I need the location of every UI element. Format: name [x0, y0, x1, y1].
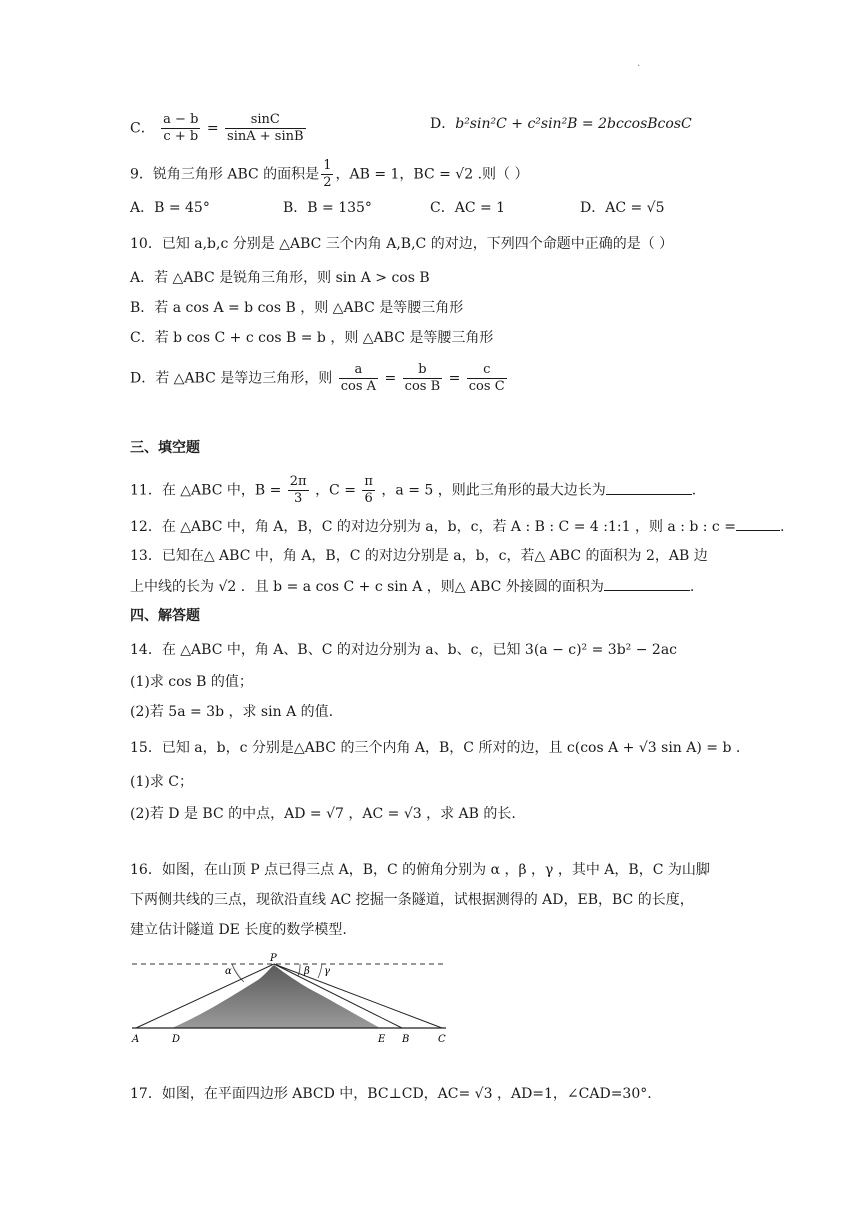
q11: 11．在 △ABC 中，B = $\frac{2\pi}{3}$ ，C = $\frac{\pi}{6}$ ，a = 5 ，则此三角形的最大边长为 .	[130, 474, 697, 506]
q13-answer-blank	[604, 576, 690, 591]
q16-line-2: 下两侧共线的三点，现欲沿直线 AC 挖掘一条隧道，试根据测得的 AD，EB，BC 的长度，	[130, 892, 694, 908]
label-alpha: α	[225, 966, 232, 977]
q8-option-d: D．b²sin²C + c²sin²B = 2bccosBcosC	[430, 116, 692, 132]
q10-d-fraction-b: $\frac{b}{\text{cos B}}$	[404, 362, 441, 394]
q10-stem: 10．已知 a,b,c 分别是 △ABC 三个内角 A,B,C 的对边，下列四个命题中正确的是（ ）	[130, 236, 674, 252]
q9-option-c: C．AC = 1	[430, 200, 506, 216]
q9-stem: 9．锐角三角形 ABC 的面积是 $\frac{1}{2}$ ，AB = 1，BC = √2 .则（ ）	[130, 158, 529, 190]
section-heading-fill-in: 三、填空题	[130, 440, 200, 456]
q16-line-3: 建立估计隧道 DE 长度的数学模型.	[130, 922, 347, 938]
q15-part-1: (1)求 C；	[130, 774, 193, 790]
q8-c-rhs-fraction: $\frac{\sin C}{\sin A + \sin B}$	[227, 112, 304, 144]
mountain-tunnel-figure	[128, 952, 448, 1046]
q8-c-lhs-fraction: $\frac{a - b}{c + b}$	[163, 112, 199, 144]
q11-fraction-c: $\frac{\pi}{6}$	[364, 474, 373, 506]
label-beta: β	[304, 966, 310, 977]
q9-fraction: $\frac{1}{2}$	[323, 158, 332, 190]
q9-option-a: A．B = 45°	[130, 200, 210, 216]
label-p: P	[270, 953, 277, 964]
q15-part-2: (2)若 D 是 BC 的中点，AD = √7 ，AC = √3 ，求 AB 的长.	[130, 806, 516, 822]
q8-option-c: C． $\frac{a - b}{c + b}$ = $\frac{\sin C}{\sin A + \sin B}$	[130, 112, 304, 144]
label-gamma: γ	[324, 966, 330, 977]
q15-stem: 15．已知 a，b，c 分别是△ABC 的三个内角 A，B，C 所对的边，且 c(cos A + √3 sin A) = b .	[130, 740, 741, 756]
label-a: A	[132, 1034, 140, 1045]
q16-line-1: 16．如图，在山顶 P 点已得三点 A，B，C 的俯角分别为 α ，β ，γ ，其中 A，B，C 为山脚	[130, 862, 710, 878]
q10-option-c: C．若 b cos C + c cos B = b ，则 △ABC 是等腰三角形	[130, 330, 494, 346]
angle-gamma-arc	[318, 964, 322, 978]
q14-stem: 14．在 △ABC 中，角 A、B、C 的对边分别为 a、b、c，已知 3(a − c)² = 3b² − 2ac	[130, 642, 678, 658]
q10-d-fraction-a: $\frac{a}{\text{cos A}}$	[340, 362, 377, 394]
q9-option-b: B．B = 135°	[283, 200, 372, 216]
q12-answer-blank	[736, 516, 780, 531]
q14-part-2: (2)若 5a = 3b ，求 sin A 的值.	[130, 704, 334, 720]
label-e: E	[378, 1034, 386, 1045]
q17: 17．如图，在平面四边形 ABCD 中，BC⊥CD，AC= √3 ，AD=1，∠CAD=30°.	[130, 1086, 652, 1102]
angle-alpha-arc	[232, 964, 244, 982]
q10-option-b: B．若 a cos A = b cos B ，则 △ABC 是等腰三角形	[130, 300, 464, 316]
q13-line-2: 上中线的长为 √2 ．且 b = a cos C + c sin A ，则△ ABC 外接圆的面积为 .	[130, 576, 694, 597]
q13-line-1: 13．已知在△ ABC 中，角 A，B，C 的对边分别是 a，b，c，若△ ABC 的面积为 2，AB 边	[130, 548, 708, 564]
label-b: B	[402, 1034, 410, 1045]
q11-fraction-b: $\frac{2\pi}{3}$	[289, 474, 307, 506]
q14-part-1: (1)求 cos B 的值；	[130, 674, 253, 690]
label-d: D	[172, 1034, 181, 1045]
q10-option-d: D．若 △ABC 是等边三角形，则 $\frac{a}{\text{cos A}}$ = $\frac{b}{\text{cos B}}$ = $\frac{c}{\text{cos C}}$	[130, 362, 505, 394]
section-heading-solve: 四、解答题	[130, 608, 200, 624]
q12: 12．在 △ABC 中，角 A，B，C 的对边分别为 a，b，c，若 A : B : C = 4 :1:1 ，则 a : b : c = .	[130, 516, 784, 537]
page-marker: .	[637, 58, 641, 69]
q10-option-a: A．若 △ABC 是锐角三角形，则 sin A > cos B	[130, 270, 430, 286]
label-c: C	[438, 1034, 446, 1045]
q11-answer-blank	[606, 480, 692, 495]
q10-d-fraction-c: $\frac{c}{\text{cos C}}$	[468, 362, 505, 394]
q9-option-d: D．AC = √5	[580, 200, 665, 216]
